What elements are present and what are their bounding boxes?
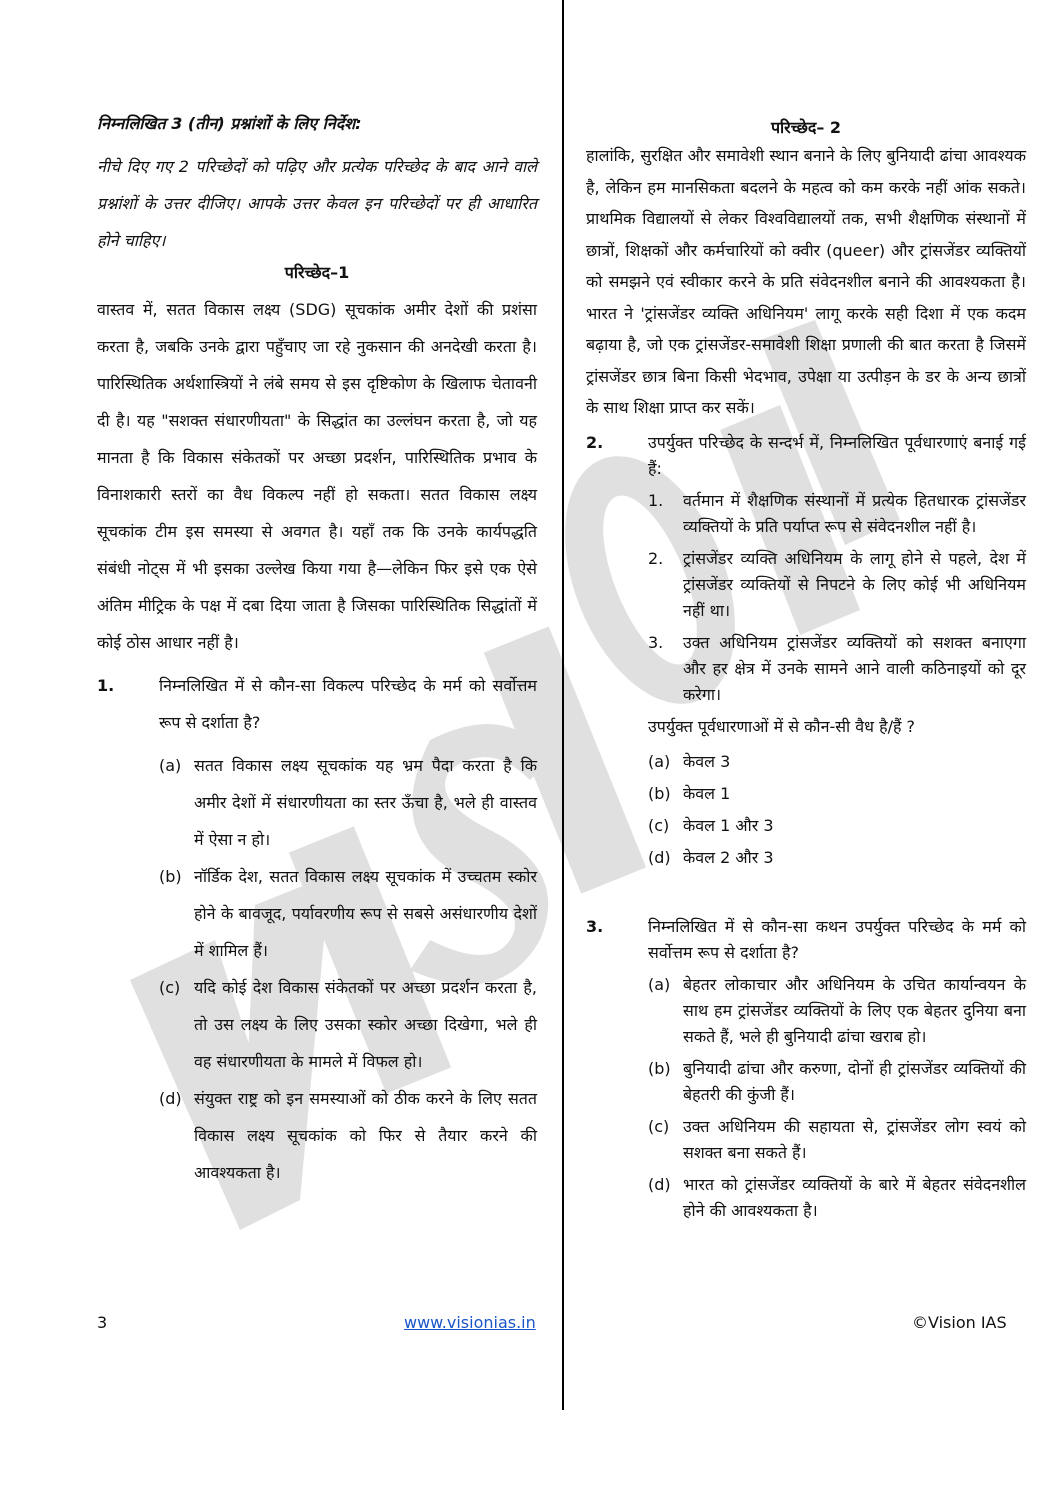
q2-statement-label: 3. bbox=[648, 632, 664, 652]
q3-option-text: बुनियादी ढांचा और करुणा, दोनों ही ट्रांसजेंडर व्यक्तियों की बेहतरी की कुंजी हैं। bbox=[683, 1058, 1026, 1104]
q3-option-label: (a) bbox=[648, 974, 671, 994]
question-2-number: 2. bbox=[586, 432, 604, 452]
page-number: 3 bbox=[97, 1313, 108, 1332]
q1-option-d[interactable] bbox=[159, 1080, 537, 1191]
passage2-title: परिच्छेद– 2 bbox=[770, 118, 842, 137]
question-3-number: 3. bbox=[586, 916, 604, 936]
q1-option-label: (b) bbox=[159, 867, 182, 886]
q2-option-label: (c) bbox=[648, 815, 670, 835]
website-link[interactable]: www.visionias.in bbox=[404, 1313, 536, 1332]
q2-statement-2 bbox=[648, 546, 1026, 624]
column-divider bbox=[562, 0, 564, 1410]
q1-option-text: सतत विकास लक्ष्य सूचकांक यह भ्रम पैदा करता है कि अमीर देशों में संधारणीयता का स्तर ऊँचा है, भले ही वास्तव में ऐसा न हो। bbox=[194, 756, 537, 849]
q2-option-text: केवल 2 और 3 bbox=[683, 847, 774, 867]
q1-option-label: (a) bbox=[159, 756, 182, 775]
q1-option-b[interactable] bbox=[159, 858, 537, 969]
q1-option-label: (d) bbox=[159, 1089, 182, 1108]
q2-statement-text: वर्तमान में शैक्षणिक संस्थानों में प्रत्येक हितधारक ट्रांसजेंडर व्यक्तियों के प्रति पर्याप्त रूप से संवेदनशील नहीं है। bbox=[683, 490, 1026, 536]
left-column bbox=[97, 112, 537, 1191]
question-3-text: निम्नलिखित में से कौन-सा कथन उपर्युक्त परिच्छेद के मर्म को सर्वोत्तम रूप से दर्शाता है? bbox=[648, 916, 1026, 962]
question-1-number: 1. bbox=[97, 676, 115, 695]
q3-option-label: (d) bbox=[648, 1174, 671, 1194]
q3-option-label: (c) bbox=[648, 1116, 670, 1136]
passage2-text: हालांकि, सुरक्षित और समावेशी स्थान बनाने के लिए बुनियादी ढांचा आवश्यक है, लेकिन हम मानसिकता बदलने के महत्व को कम करके नहीं आंक सकते। प्राथमिक विद्यालयों से लेकर विश्वविद्यालयों तक, सभी शैक्षणिक संस्थानों में छात्रों, शिक्षकों और कर्मचारियों को क्वीर (queer) और ट्रांसजेंडर व्यक्तियों को समझने एवं स्वीकार करने के प्रति संवेदनशील बनाने की आवश्यकता है। भारत ने 'ट्रांसजेंडर व्यक्ति अधिनियम' लागू करके सही दिशा में एक कदम बढ़ाया है, जो एक ट्रांसजेंडर-समावेशी शिक्षा प्रणाली की बात करता है जिसमें ट्रांसजेंडर छात्र बिना किसी भेदभाव, उपेक्षा या उत्पीड़न के डर के अन्य छात्रों के साथ शिक्षा प्राप्त कर सकें। bbox=[586, 146, 1026, 417]
q2-option-label: (d) bbox=[648, 847, 671, 867]
q2-statement-label: 2. bbox=[648, 548, 664, 568]
q3-option-text: उक्त अधिनियम की सहायता से, ट्रांसजेंडर लोग स्वयं को सशक्त बना सकते हैं। bbox=[683, 1116, 1026, 1162]
instructions-text: नीचे दिए गए 2 परिच्छेदों को पढ़िए और प्रत्येक परिच्छेद के बाद आने वाले प्रश्नांशों के उत्तर दीजिए। आपके उत्तर केवल इन परिच्छेदों पर ही आधारित होने चाहिए। bbox=[97, 157, 537, 250]
q2-option-label: (a) bbox=[648, 751, 671, 771]
q2-option-b[interactable] bbox=[648, 778, 1026, 810]
q2-statement-label: 1. bbox=[648, 490, 664, 510]
q3-option-d[interactable] bbox=[648, 1172, 1026, 1224]
q2-statement-3 bbox=[648, 630, 1026, 708]
q1-option-a[interactable] bbox=[159, 747, 537, 858]
passage1-title: परिच्छेद–1 bbox=[284, 263, 350, 282]
q1-option-label: (c) bbox=[159, 978, 181, 997]
q1-option-c[interactable] bbox=[159, 969, 537, 1080]
question-2 bbox=[586, 430, 1026, 482]
q3-option-label: (b) bbox=[648, 1058, 671, 1078]
q2-statement-text: ट्रांसजेंडर व्यक्ति अधिनियम के लागू होने से पहले, देश में ट्रांसजेंडर व्यक्तियों से निपटने के लिए कोई भी अधिनियम नहीं था। bbox=[683, 548, 1026, 620]
right-column bbox=[586, 112, 1026, 1224]
q2-statement-text: उक्त अधिनियम ट्रांसजेंडर व्यक्तियों को सशक्त बनाएगा और हर क्षेत्र में उनके सामने आने वाली कठिनाइयों को दूर करेगा। bbox=[683, 632, 1026, 704]
q2-option-a[interactable] bbox=[648, 746, 1026, 778]
instructions-title: निम्नलिखित 3 (तीन) प्रश्नांशों के लिए निर्देश: bbox=[97, 114, 362, 133]
question-1-text: निम्नलिखित में से कौन-सा विकल्प परिच्छेद के मर्म को सर्वोत्तम रूप से दर्शाता है? bbox=[159, 676, 537, 732]
q2-option-label: (b) bbox=[648, 783, 671, 803]
copyright: ©Vision IAS bbox=[912, 1313, 1007, 1332]
q3-option-c[interactable] bbox=[648, 1114, 1026, 1166]
question-2-text: उपर्युक्त परिच्छेद के सन्दर्भ में, निम्नलिखित पूर्वधारणाएं बनाई गई हैं: bbox=[648, 432, 1026, 478]
q2-option-text: केवल 1 और 3 bbox=[683, 815, 774, 835]
q3-option-b[interactable] bbox=[648, 1056, 1026, 1108]
q3-option-text: बेहतर लोकाचार और अधिनियम के उचित कार्यान्वयन के साथ हम ट्रांसजेंडर व्यक्तियों के लिए एक बेहतर दुनिया बना सकते हैं, भले ही बुनियादी ढांचा खराब हो। bbox=[683, 974, 1026, 1046]
q1-option-text: यदि कोई देश विकास संकेतकों पर अच्छा प्रदर्शन करता है, तो उस लक्ष्य के लिए उसका स्कोर अच्छा दिखेगा, भले ही वह संधारणीयता के मामले में विफल हो। bbox=[194, 978, 537, 1071]
q1-option-text: संयुक्त राष्ट्र को इन समस्याओं को ठीक करने के लिए सतत विकास लक्ष्य सूचकांक को फिर से तैयार करने की आवश्यकता है। bbox=[194, 1089, 537, 1182]
question-1 bbox=[97, 667, 537, 741]
q1-option-text: नॉर्डिक देश, सतत विकास लक्ष्य सूचकांक में उच्चतम स्कोर होने के बावजूद, पर्यावरणीय रूप से सबसे असंधारणीय देशों में शामिल हैं। bbox=[194, 867, 537, 960]
q2-statement-1 bbox=[648, 488, 1026, 540]
q2-option-d[interactable] bbox=[648, 842, 1026, 874]
q3-option-a[interactable] bbox=[648, 972, 1026, 1050]
passage1-text: वास्तव में, सतत विकास लक्ष्य (SDG) सूचकांक अमीर देशों की प्रशंसा करता है, जबकि उनके द्वारा पहुँचाए जा रहे नुकसान की अनदेखी करता है। पारिस्थितिक अर्थशास्त्रियों ने लंबे समय से इस दृष्टिकोण के खिलाफ चेतावनी दी है। यह "सशक्त संधारणीयता" के सिद्धांत का उल्लंघन करता है, जो यह मानता है कि विकास संकेतकों पर अच्छा प्रदर्शन, पारिस्थितिक प्रभाव के विनाशकारी स्तरों का वैध विकल्प नहीं हो सकता। सतत विकास लक्ष्य सूचकांक टीम इस समस्या से अवगत है। यहाँ तक कि उनके कार्यपद्धति संबंधी नोट्स में भी इसका उल्लेख किया गया है—लेकिन फिर इसे एक ऐसे अंतिम मीट्रिक के पक्ष में दबा दिया जाता है जिसका पारिस्थितिक सिद्धांतों में कोई ठोस आधार नहीं है। bbox=[97, 300, 537, 652]
question-3 bbox=[586, 914, 1026, 966]
q3-option-text: भारत को ट्रांसजेंडर व्यक्तियों के बारे में बेहतर संवेदनशील होने की आवश्यकता है। bbox=[683, 1174, 1026, 1220]
q2-prompt: उपर्युक्त पूर्वधारणाओं में से कौन-सी वैध है/हैं ? bbox=[648, 716, 916, 736]
q2-option-text: केवल 1 bbox=[683, 783, 731, 803]
q2-option-text: केवल 3 bbox=[683, 751, 731, 771]
q2-option-c[interactable] bbox=[648, 810, 1026, 842]
